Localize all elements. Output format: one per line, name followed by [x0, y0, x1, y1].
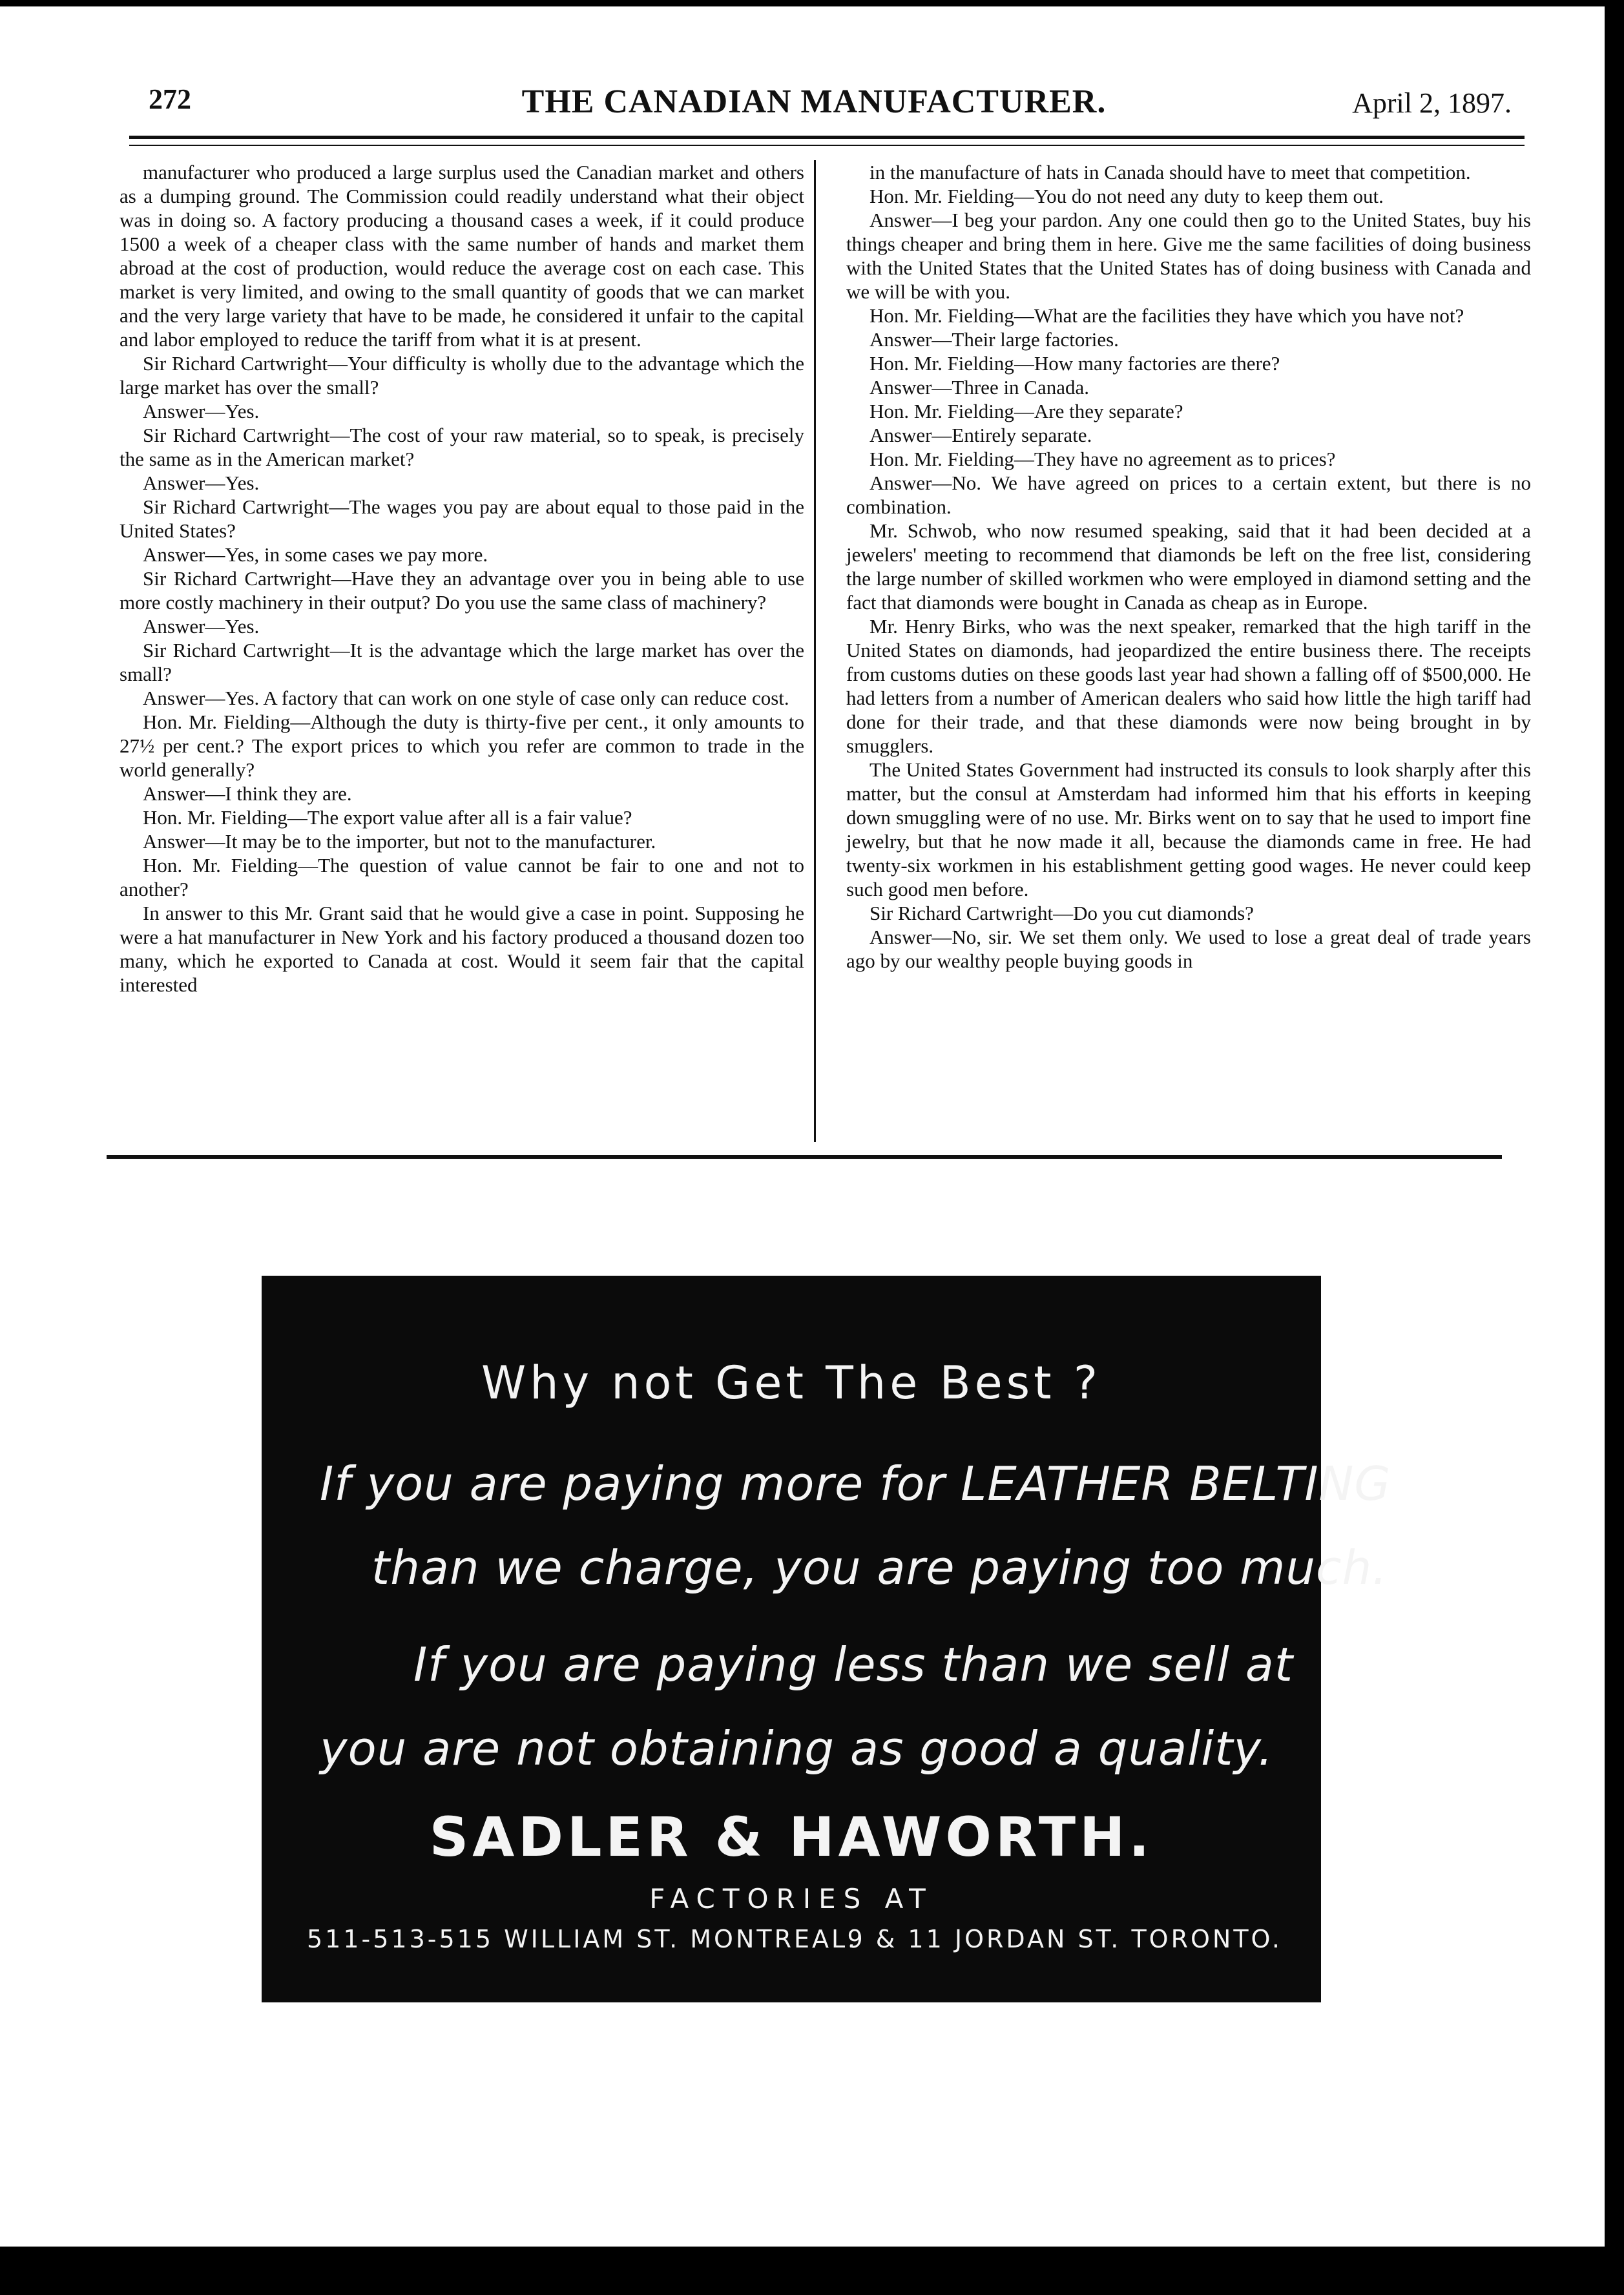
- ad-headline: Why not Get The Best ?: [481, 1356, 1101, 1409]
- paragraph: Sir Richard Cartwright—The wages you pay are about equal to those paid in the United States?: [120, 495, 804, 542]
- ad-firm-name: SADLER & HAWORTH.: [429, 1805, 1154, 1869]
- paragraph: Answer—Their large factories.: [869, 328, 1119, 351]
- paragraph: Sir Richard Cartwright—Have they an advantage over you in being able to use more costly machinery in their output? Do you use the same class of machinery?: [120, 567, 804, 614]
- paragraph: Answer—Yes.: [143, 615, 260, 638]
- ad-line-4: you are not obtaining as good a quality.: [320, 1721, 1274, 1776]
- page-header: [116, 83, 1512, 128]
- paragraph: Mr. Henry Birks, who was the next speaker, remarked that the high tariff in the United States on diamonds, had jeopardized the entire business there. The receipts from customs duties on these goods last year had shown a falling off of $500,000. He had letters from a number of American dealers who said how little the high tariff had done for their trade, and that these diamonds were now being brought in by smugglers.: [846, 615, 1531, 757]
- paragraph: manufacturer who produced a large surplus used the Canadian market and others as a dumping ground. The Commission could readily understand what their object was in doing so. A factory producing a thousand cases a week, if it could produce 1500 a week of a cheaper class with the same number of hands and market them abroad at the cost of production, would reduce the average cost on each case. This market is very limited, and owing to the small quantity of goods that we can market and the very large variety that have to be made, he considered it unfair to the capital and labor employed to reduce the tariff from what it is at present.: [120, 161, 804, 351]
- paragraph: In answer to this Mr. Grant said that he would give a case in point. Supposing he were a hat manufacturer in New York and his factory produced a thousand dozen too many, which he exported to Canada at cost. Would it seem fair that the capital interested: [120, 902, 804, 996]
- paragraph: Answer—I think they are.: [143, 782, 352, 805]
- paragraph: Hon. Mr. Fielding—You do not need any duty to keep them out.: [869, 185, 1384, 207]
- advertisement: [262, 1276, 1391, 2002]
- header-rule-thin: [129, 145, 1525, 146]
- paragraph: Answer—Yes.: [143, 400, 260, 422]
- right-column: [846, 160, 1531, 973]
- paragraph: Answer—Yes. A factory that can work on one style of case only can reduce cost.: [143, 687, 789, 709]
- paragraph: Answer—Entirely separate.: [869, 424, 1092, 446]
- journal-title: THE CANADIAN MANUFACTURER.: [521, 83, 1107, 120]
- paragraph: Hon. Mr. Fielding—How many factories are there?: [869, 352, 1280, 375]
- issue-date: April 2, 1897.: [1352, 87, 1512, 119]
- paragraph: Hon. Mr. Fielding—The question of value cannot be fair to one and not to another?: [120, 854, 804, 900]
- ad-line-2: than we charge, you are paying too much.: [371, 1541, 1388, 1595]
- ad-address-toronto: 9 & 11 JORDAN ST. TORONTO.: [847, 1925, 1282, 1953]
- ad-line-3: If you are paying less than we sell at: [413, 1637, 1294, 1692]
- header-rule-thick: [129, 136, 1525, 139]
- paragraph: Hon. Mr. Fielding—What are the facilities they have which you have not?: [869, 304, 1464, 327]
- paragraph: Sir Richard Cartwright—It is the advantage which the large market has over the small?: [120, 639, 804, 685]
- article-end-rule: [107, 1155, 1502, 1159]
- paragraph: Answer—It may be to the importer, but not to the manufacturer.: [143, 830, 656, 853]
- paragraph: Sir Richard Cartwright—Your difficulty is wholly due to the advantage which the large market has over the small?: [120, 352, 804, 399]
- paragraph: Hon. Mr. Fielding—The export value after all is a fair value?: [143, 806, 632, 829]
- ad-line-1: If you are paying more for LEATHER BELTING: [320, 1457, 1391, 1511]
- ad-address-montreal: 511-513-515 WILLIAM ST. MONTREAL.: [307, 1925, 859, 1953]
- column-divider: [814, 160, 816, 1142]
- paragraph: Answer—Yes.: [143, 472, 260, 494]
- paragraph: Answer—No, sir. We set them only. We used to lose a great deal of trade years ago by our wealthy people buying goods in: [846, 926, 1531, 972]
- paragraph: Answer—Three in Canada.: [869, 376, 1090, 399]
- paragraph: Hon. Mr. Fielding—They have no agreement as to prices?: [869, 448, 1336, 470]
- paragraph: Hon. Mr. Fielding—Are they separate?: [869, 400, 1183, 422]
- article-body: [120, 160, 1534, 1136]
- paragraph: The United States Government had instructed its consuls to look sharply after this matter, but the consul at Amsterdam had informed him that his efforts in keeping down smuggling were of no use. Mr. Birks went on to say that he used to import fine jewelry, but that he now made it all, because the diamonds came in free. He had twenty-six workmen in his establishment getting good wages. He never could keep such good men before.: [846, 758, 1531, 900]
- page-number: 272: [149, 83, 191, 115]
- paragraph: in the manufacture of hats in Canada should have to meet that competition.: [869, 161, 1471, 183]
- paragraph: Answer—No. We have agreed on prices to a certain extent, but there is no combination.: [846, 472, 1531, 518]
- left-column: [120, 160, 804, 997]
- paragraph: Answer—Yes, in some cases we pay more.: [143, 543, 488, 566]
- paragraph: Sir Richard Cartwright—The cost of your raw material, so to speak, is precisely the same as in the American market?: [120, 424, 804, 470]
- paragraph: Mr. Schwob, who now resumed speaking, said that it had been decided at a jewelers' meeting to recommend that diamonds be left on the free list, considering the large number of skilled workmen who were employed in diamond setting and the fact that diamonds were bought in Canada as cheap as in Europe.: [846, 519, 1531, 614]
- scan-edge-right: [1605, 0, 1624, 2295]
- paragraph: Hon. Mr. Fielding—Although the duty is thirty-five per cent., it only amounts to 27½ per cent.? The export prices to which you refer are common to trade in the world generally?: [120, 711, 804, 781]
- scan-edge-bottom: [0, 2247, 1624, 2295]
- paragraph: Sir Richard Cartwright—Do you cut diamonds?: [869, 902, 1254, 924]
- paragraph: Answer—I beg your pardon. Any one could then go to the United States, buy his things cheaper and bring them in here. Give me the same facilities of doing business with the United States that the United States has of doing business with Canada and we will be with you.: [846, 209, 1531, 303]
- scan-edge-top: [0, 0, 1624, 6]
- ad-factories-label: FACTORIES AT: [649, 1883, 933, 1915]
